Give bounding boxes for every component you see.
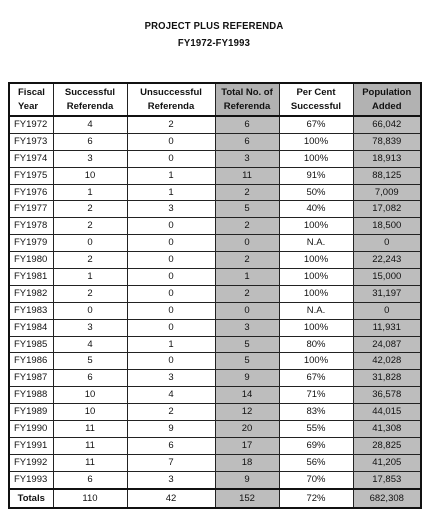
header-population-added [353,83,421,116]
cell-successful-referenda: 10 [53,404,127,421]
total-total-referenda: 152 [215,489,279,508]
table-row [9,319,421,336]
cell-percent-successful: 55% [279,421,353,438]
cell-successful-referenda: 5 [53,353,127,370]
table-header [9,83,421,116]
cell-successful-referenda: 4 [53,336,127,353]
cell-unsuccessful-referenda: 2 [127,116,215,133]
cell-total-referenda: 2 [215,252,279,269]
table-row [9,454,421,471]
cell-successful-referenda: 6 [53,370,127,387]
cell-percent-successful: 40% [279,201,353,218]
header-line: Referenda [223,100,271,112]
cell-unsuccessful-referenda: 0 [127,302,215,319]
total-percent-successful: 72% [279,489,353,508]
cell-percent-successful: 56% [279,454,353,471]
total-unsuccessful-referenda: 42 [127,489,215,508]
cell-total-referenda: 3 [215,150,279,167]
cell-unsuccessful-referenda: 0 [127,319,215,336]
cell-fiscal-year: FY1972 [9,116,53,133]
cell-total-referenda: 3 [215,319,279,336]
cell-percent-successful: 100% [279,319,353,336]
header-line: Total No. of [221,86,273,98]
cell-unsuccessful-referenda: 0 [127,353,215,370]
cell-total-referenda: 12 [215,404,279,421]
cell-unsuccessful-referenda: 4 [127,387,215,404]
table-row [9,133,421,150]
table-row [9,269,421,286]
cell-total-referenda: 5 [215,353,279,370]
cell-fiscal-year: FY1976 [9,184,53,201]
cell-fiscal-year: FY1985 [9,336,53,353]
cell-total-referenda: 9 [215,471,279,488]
cell-successful-referenda: 4 [53,116,127,133]
cell-population-added: 24,087 [353,336,421,353]
header-line: Added [371,100,402,112]
cell-population-added: 31,828 [353,370,421,387]
cell-percent-successful: 100% [279,218,353,235]
total-successful-referenda: 110 [53,489,127,508]
header-unsuccessful-referenda [127,83,215,116]
table-row [9,235,421,252]
cell-unsuccessful-referenda: 6 [127,437,215,454]
header-fiscal-year [9,83,53,116]
cell-population-added: 31,197 [353,285,421,302]
cell-population-added: 17,082 [353,201,421,218]
cell-total-referenda: 17 [215,437,279,454]
cell-total-referenda: 18 [215,454,279,471]
table-row [9,471,421,488]
cell-percent-successful: 67% [279,370,353,387]
cell-percent-successful: 69% [279,437,353,454]
cell-population-added: 7,009 [353,184,421,201]
cell-successful-referenda: 1 [53,184,127,201]
cell-successful-referenda: 10 [53,167,127,184]
cell-population-added: 11,931 [353,319,421,336]
cell-unsuccessful-referenda: 9 [127,421,215,438]
cell-percent-successful: N.A. [279,235,353,252]
cell-total-referenda: 0 [215,235,279,252]
cell-successful-referenda: 10 [53,387,127,404]
header-line: Referenda [66,100,114,112]
cell-total-referenda: 2 [215,285,279,302]
cell-percent-successful: 100% [279,285,353,302]
cell-percent-successful: 100% [279,353,353,370]
table-row [9,150,421,167]
cell-population-added: 0 [353,302,421,319]
table-row [9,302,421,319]
cell-successful-referenda: 2 [53,201,127,218]
cell-fiscal-year: FY1992 [9,454,53,471]
cell-successful-referenda: 2 [53,285,127,302]
cell-unsuccessful-referenda: 3 [127,370,215,387]
cell-unsuccessful-referenda: 0 [127,269,215,286]
cell-fiscal-year: FY1987 [9,370,53,387]
cell-percent-successful: 50% [279,184,353,201]
table-row [9,437,421,454]
document-title: PROJECT PLUS REFERENDA [144,21,284,32]
cell-unsuccessful-referenda: 1 [127,167,215,184]
cell-percent-successful: 91% [279,167,353,184]
cell-unsuccessful-referenda: 0 [127,133,215,150]
cell-unsuccessful-referenda: 0 [127,150,215,167]
cell-percent-successful: 100% [279,133,353,150]
header-successful-referenda [53,83,127,116]
cell-unsuccessful-referenda: 0 [127,252,215,269]
cell-unsuccessful-referenda: 7 [127,454,215,471]
cell-unsuccessful-referenda: 1 [127,336,215,353]
cell-total-referenda: 9 [215,370,279,387]
table-body [9,116,421,489]
cell-total-referenda: 5 [215,201,279,218]
cell-successful-referenda: 2 [53,252,127,269]
cell-fiscal-year: FY1977 [9,201,53,218]
cell-successful-referenda: 11 [53,421,127,438]
header-line: Year [18,100,39,112]
table-row [9,201,421,218]
cell-total-referenda: 5 [215,336,279,353]
cell-fiscal-year: FY1983 [9,302,53,319]
cell-successful-referenda: 6 [53,133,127,150]
header-total-referenda [215,83,279,116]
cell-total-referenda: 6 [215,116,279,133]
table-footer [9,489,421,508]
cell-population-added: 41,205 [353,454,421,471]
cell-fiscal-year: FY1982 [9,285,53,302]
cell-unsuccessful-referenda: 1 [127,184,215,201]
cell-fiscal-year: FY1973 [9,133,53,150]
cell-percent-successful: 71% [279,387,353,404]
cell-total-referenda: 6 [215,133,279,150]
table-row [9,387,421,404]
cell-percent-successful: 100% [279,150,353,167]
cell-total-referenda: 20 [215,421,279,438]
document-subtitle: FY1972-FY1993 [177,38,251,49]
table-row [9,285,421,302]
cell-total-referenda: 0 [215,302,279,319]
cell-percent-successful: 70% [279,471,353,488]
cell-unsuccessful-referenda: 2 [127,404,215,421]
cell-unsuccessful-referenda: 3 [127,201,215,218]
cell-successful-referenda: 6 [53,471,127,488]
cell-successful-referenda: 3 [53,150,127,167]
table-row [9,116,421,133]
table-row [9,336,421,353]
header-line: Fiscal [18,86,45,98]
cell-population-added: 22,243 [353,252,421,269]
cell-fiscal-year: FY1980 [9,252,53,269]
header-line: Referenda [147,100,195,112]
cell-successful-referenda: 11 [53,437,127,454]
cell-fiscal-year: FY1990 [9,421,53,438]
cell-percent-successful: 67% [279,116,353,133]
cell-population-added: 18,500 [353,218,421,235]
referenda-table [8,82,422,509]
cell-unsuccessful-referenda: 0 [127,218,215,235]
cell-percent-successful: 83% [279,404,353,421]
cell-successful-referenda: 0 [53,235,127,252]
cell-total-referenda: 2 [215,218,279,235]
cell-population-added: 88,125 [353,167,421,184]
cell-total-referenda: 2 [215,184,279,201]
header-line: Unsuccessful [140,86,202,98]
table-row [9,167,421,184]
cell-percent-successful: 100% [279,269,353,286]
table-row [9,421,421,438]
totals-row [9,489,421,508]
cell-population-added: 44,015 [353,404,421,421]
cell-fiscal-year: FY1986 [9,353,53,370]
cell-population-added: 36,578 [353,387,421,404]
total-population-added: 682,308 [353,489,421,508]
cell-fiscal-year: FY1991 [9,437,53,454]
header-line: Population [362,86,412,98]
table-row [9,218,421,235]
cell-population-added: 17,853 [353,471,421,488]
cell-population-added: 78,839 [353,133,421,150]
cell-percent-successful: 80% [279,336,353,353]
cell-fiscal-year: FY1975 [9,167,53,184]
cell-unsuccessful-referenda: 0 [127,235,215,252]
cell-successful-referenda: 3 [53,319,127,336]
totals-label: Totals [9,489,53,508]
cell-population-added: 18,913 [353,150,421,167]
cell-population-added: 41,308 [353,421,421,438]
cell-fiscal-year: FY1989 [9,404,53,421]
header-line: Successful [64,86,116,98]
cell-percent-successful: N.A. [279,302,353,319]
cell-population-added: 28,825 [353,437,421,454]
cell-population-added: 15,000 [353,269,421,286]
cell-population-added: 66,042 [353,116,421,133]
cell-total-referenda: 1 [215,269,279,286]
header-line: Successful [290,100,342,112]
table-row [9,404,421,421]
table-row [9,370,421,387]
cell-population-added: 42,028 [353,353,421,370]
cell-fiscal-year: FY1993 [9,471,53,488]
table-row [9,184,421,201]
cell-unsuccessful-referenda: 3 [127,471,215,488]
cell-fiscal-year: FY1988 [9,387,53,404]
cell-unsuccessful-referenda: 0 [127,285,215,302]
cell-successful-referenda: 1 [53,269,127,286]
cell-fiscal-year: FY1981 [9,269,53,286]
table-row [9,353,421,370]
header-line: Per Cent [296,86,336,98]
cell-successful-referenda: 11 [53,454,127,471]
cell-fiscal-year: FY1974 [9,150,53,167]
cell-population-added: 0 [353,235,421,252]
cell-total-referenda: 11 [215,167,279,184]
cell-successful-referenda: 2 [53,218,127,235]
cell-fiscal-year: FY1978 [9,218,53,235]
cell-percent-successful: 100% [279,252,353,269]
cell-successful-referenda: 0 [53,302,127,319]
table-row [9,252,421,269]
cell-fiscal-year: FY1979 [9,235,53,252]
cell-fiscal-year: FY1984 [9,319,53,336]
header-percent-successful [279,83,353,116]
cell-total-referenda: 14 [215,387,279,404]
